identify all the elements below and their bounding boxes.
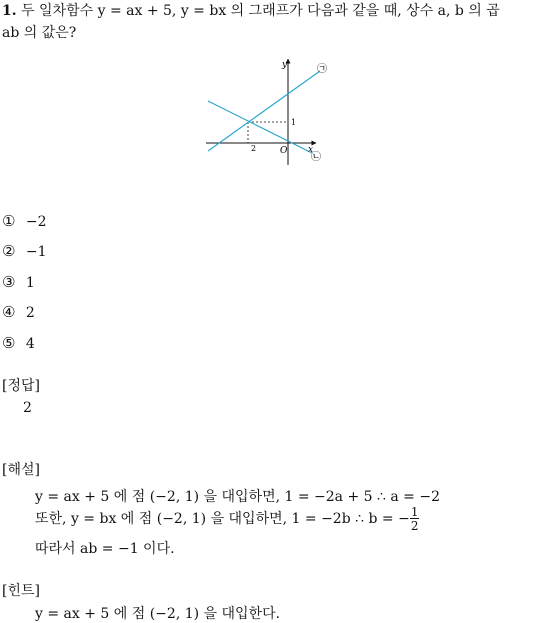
question-text-1: 두 일차함수 y = ax + 5, y = bx 의 그래프가 다음과 같을 때, 상수 a, b 의 곱	[21, 3, 500, 19]
fraction-denominator: 2	[410, 519, 419, 533]
fraction	[410, 506, 420, 532]
choice-1-mark: ①	[2, 212, 16, 230]
choice-3-value: 1	[25, 275, 35, 291]
choice-3-mark: ③	[2, 273, 16, 291]
choice-3[interactable]	[2, 273, 35, 291]
choice-4[interactable]	[2, 303, 35, 321]
x-tick-label: 2	[251, 144, 257, 153]
origin-label: O	[280, 146, 288, 156]
fraction-numerator: 1	[410, 505, 419, 519]
answer-header: [정답]	[2, 378, 40, 394]
y-tick-label: 1	[291, 118, 297, 127]
question-line-2	[2, 22, 76, 42]
choice-2-mark: ②	[2, 242, 16, 260]
explanation-header: [해설]	[2, 462, 40, 478]
hint-line-1: y = ax + 5 에 점 (−2, 1) 을 대입한다.	[35, 606, 281, 622]
x-axis-label: x	[308, 145, 314, 155]
choice-2-value: −1	[25, 244, 47, 260]
choice-4-mark: ④	[2, 303, 16, 321]
y-axis-label: y	[282, 60, 288, 70]
line-b	[208, 101, 312, 153]
question-number: 1.	[2, 3, 17, 19]
choice-5-value: 4	[25, 336, 35, 352]
explanation-line-1: y = ax + 5 에 점 (−2, 1) 을 대입하면, 1 = −2a + 5 ∴ a = −2	[35, 489, 440, 505]
hint-header: [힌트]	[2, 583, 40, 599]
line-a-label: ㉠	[317, 64, 327, 75]
explanation-line-3: 따라서 ab = −1 이다.	[35, 541, 175, 557]
choice-2[interactable]	[2, 242, 47, 260]
choice-5-mark: ⑤	[2, 334, 16, 352]
line-b-label: ㉡	[311, 152, 321, 163]
choice-5[interactable]	[2, 334, 35, 352]
choice-4-value: 2	[25, 305, 35, 321]
question-line-1	[2, 0, 500, 20]
choice-1[interactable]	[2, 212, 47, 230]
function-graph	[200, 55, 340, 167]
question-text-2: ab 의 값은?	[2, 25, 77, 41]
explanation-line-2	[35, 506, 419, 532]
choice-1-value: −2	[25, 214, 47, 230]
answer-value: 2	[23, 400, 32, 416]
line-a	[208, 71, 320, 151]
explanation-line-2-text: 또한, y = bx 에 점 (−2, 1) 을 대입하면, 1 = −2b ∴ b = −	[35, 511, 410, 527]
